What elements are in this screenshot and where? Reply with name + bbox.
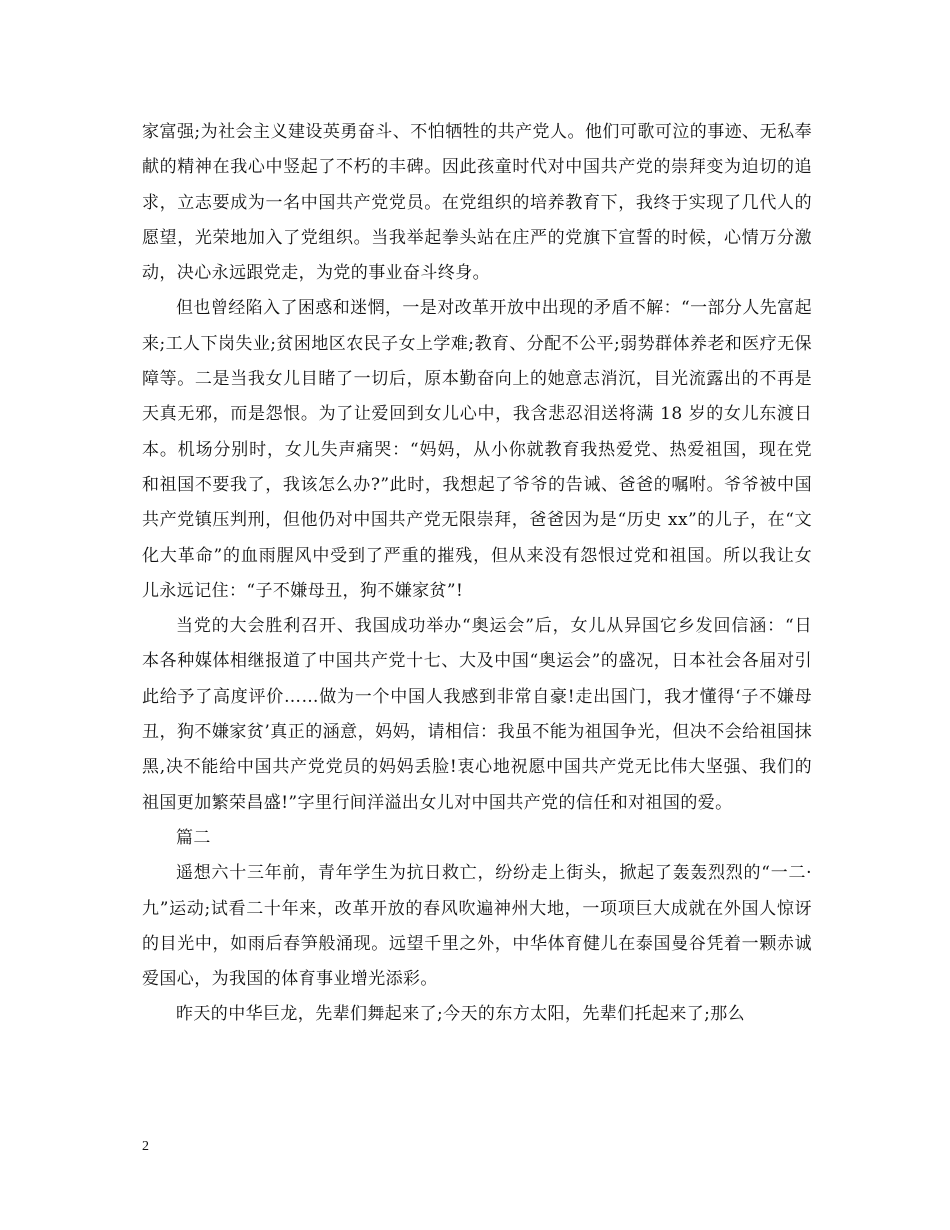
page-number: 2 [142,1139,149,1154]
document-body [142,115,812,1033]
paragraph: 但也曾经陷入了困惑和迷惘，一是对改革开放中出现的矛盾不解：“一部分人先富起来;工人下岗失业;贫困地区农民子女上学难;教育、分配不公平;弱势群体养老和医疗无保障等。二是当我女儿目睹了一切后，原本勤奋向上的她意志消沉，目光流露出的不再是天真无邪，而是怨恨。为了让爱回到女儿心中，我含悲忍泪送将满 18 岁的女儿东渡日本。机场分别时，女儿失声痛哭：“妈妈，从小你就教育我热爱党、热爱祖国，现在党和祖国不要我了，我该怎么办?”此时，我想起了爷爷的告诫、爸爸的嘱咐。爷爷被中国共产党镇压判刑，但他仍对中国共产党无限崇拜，爸爸因为是“历史 xx”的儿子，在“文化大革命”的血雨腥风中受到了严重的摧残，但从来没有怨恨过党和祖国。所以我让女儿永远记住：“子不嫌母丑，狗不嫌家贫”! [142,298,812,601]
paragraph: 遥想六十三年前，青年学生为抗日救亡，纷纷走上街头，掀起了轰轰烈烈的“一二·九”运动;试看二十年来，改革开放的春风吹遍神州大地，一项项巨大成就在外国人惊讶的目光中，如雨后春笋般涌现。远望千里之外，中华体育健儿在泰国曼谷凭着一颗赤诚爱国心，为我国的体育事业增光添彩。 [142,863,812,990]
section-heading: 篇二 [176,827,211,848]
paragraph: 昨天的中华巨龙，先辈们舞起来了;今天的东方太阳，先辈们托起来了;那么 [176,1004,746,1025]
paragraph-continuation: 家富强;为社会主义建设英勇奋斗、不怕牺牲的共产党人。他们可歌可泣的事迹、无私奉献的精神在我心中竖起了不朽的丰碑。因此孩童时代对中国共产党的崇拜变为迫切的追求，立志要成为一名中国共产党党员。在党组织的培养教育下，我终于实现了几代人的愿望，光荣地加入了党组织。当我举起拳头站在庄严的党旗下宣誓的时候，心情万分激动，决心永远跟党走，为党的事业奋斗终身。 [142,122,812,284]
paragraph: 当党的大会胜利召开、我国成功举办“奥运会”后，女儿从异国它乡发回信涵：“日本各种媒体相继报道了中国共产党十七、大及中国“奥运会”的盛况，日本社会各届对引此给予了高度评价……做为一个中国人我感到非常自豪!走出国门，我才懂得‘子不嫌母丑，狗不嫌家贫’真正的涵意，妈妈，请相信：我虽不能为祖国争光，但决不会给祖国抹黑,决不能给中国共产党党员的妈妈丢脸!衷心地祝愿中国共产党无比伟大坚强、我们的祖国更加繁荣昌盛!”字里行间洋溢出女儿对中国共产党的信任和对祖国的爱。 [142,616,812,813]
